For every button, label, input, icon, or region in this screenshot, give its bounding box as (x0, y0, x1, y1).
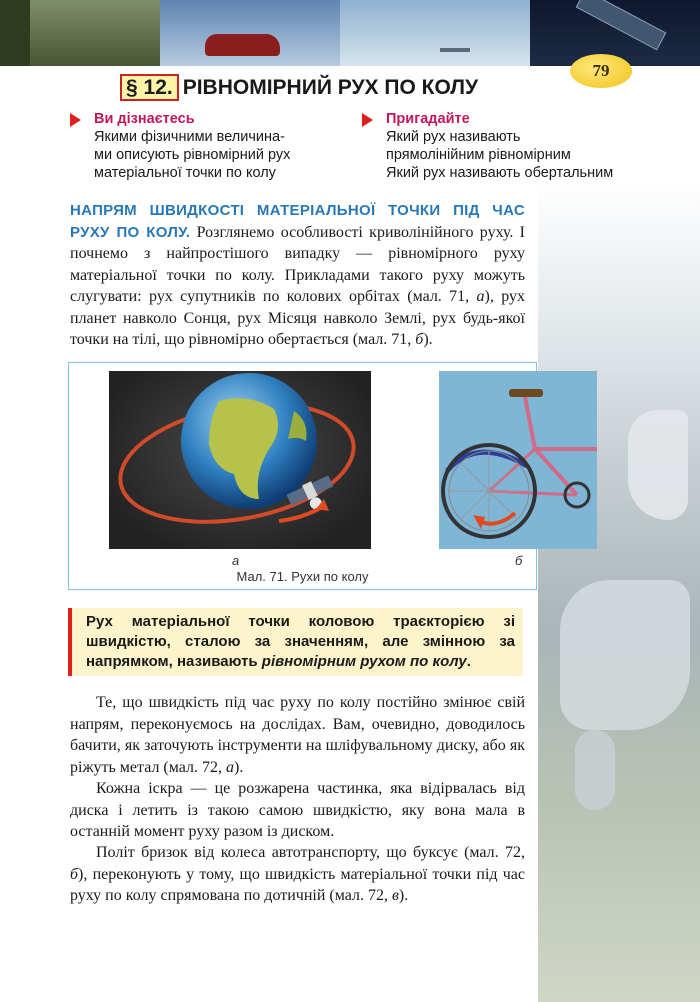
body-text: Те, що швидкість під час руху по колу постійно змінює свій напрям, переконуємось на дослідах. Вам, очевидно, доводилось бачити, як заточують інструменти на шліфувальному диску, або як ріжуть метал (мал. 72, (70, 694, 525, 776)
learn-line: матеріальної точки по колу (94, 165, 276, 181)
page-number: 79 (570, 54, 632, 88)
intro-text: ). (423, 331, 433, 348)
section-title (120, 76, 478, 100)
red-triangle-icon (362, 113, 373, 127)
earth-satellite-image (109, 371, 371, 549)
figure-71 (68, 362, 537, 590)
figure-ref-letter: а (226, 758, 234, 776)
recall-line: Який рух називають (386, 129, 521, 145)
bicycle-wheel-image (439, 371, 597, 549)
figure-label-a: а (232, 553, 240, 568)
definition-end: . (466, 653, 471, 670)
recall-box (362, 110, 638, 184)
figure-ref-letter: б (70, 865, 79, 883)
learn-line: ми описують рівномірний рух (94, 147, 291, 163)
banner-car-image (205, 34, 280, 56)
banner-plane-image (440, 48, 470, 52)
learn-line: Якими фізичними величина- (94, 129, 285, 145)
body-text: ). (234, 758, 244, 776)
banner-photo-forest (0, 0, 30, 66)
subsection-heading: НАПРЯМ ШВИДКОСТІ МАТЕРІАЛЬНОЇ ТОЧКИ ПІД ЧАС РУХУ ПО КОЛУ. (70, 202, 525, 241)
learn-box (70, 110, 340, 184)
banner-photo-sky (340, 0, 530, 66)
recall-line: прямолінійним рівномірним (386, 147, 571, 163)
recall-heading: Пригадайте (386, 111, 470, 127)
definition-text: Рух матеріальної точки коловою траєкторією зі швидкістю, сталою за значенням, але змінною за напрямком, називають (86, 613, 515, 670)
figure-caption: Мал. 71. Рухи по колу (236, 569, 369, 584)
intro-text: ), рух планет навколо Сонця, рух Місяця навколо Землі, рух будь-якої точки на тілі, що рівномірно обертається (мал. 71, (70, 288, 526, 348)
red-triangle-icon (70, 113, 81, 127)
body-text: Політ бризок від колеса автотранспорту, що буксує (мал. 72, (96, 844, 525, 861)
body-paragraph-1 (70, 692, 525, 778)
section-title-text: РІВНОМІРНИЙ РУХ ПО КОЛУ (182, 76, 479, 99)
body-text: Кожна іскра — це розжарена частинка, яка відірвалась від диска і летить із такою самою швидкістю, яку вона мала в останній момент руху разом із диском. (70, 780, 525, 840)
definition-box (68, 608, 523, 676)
side-photo-horse-head (628, 410, 688, 520)
body-text: ), переконують у тому, що швидкість матеріальної точки під час руху по колу спрямована по дотичній (мал. 72, (70, 865, 525, 904)
body-text: ). (398, 887, 409, 904)
bike-seat (509, 389, 543, 397)
figure-ref-letter: в (391, 887, 399, 904)
body-paragraph-3 (70, 842, 525, 907)
bicycle-illustration (439, 371, 597, 549)
figure-ref-letter: а (476, 288, 485, 305)
section-number: § 12. (120, 74, 179, 101)
learn-heading: Ви дізнаєтесь (94, 111, 195, 127)
side-photo-horse-leg (575, 730, 615, 810)
bike-frame (525, 397, 535, 449)
figure-label-b: б (515, 553, 523, 568)
bike-frame (535, 449, 577, 495)
banner-photo-road (160, 0, 340, 66)
intro-text: Розглянемо особливості криволінійного руху. І почнемо з найпростішого випадку — рівномірного руху матеріальної точки по колу. Прикладами такого руху можуть слугувати: рух супутників по колових орбітах (мал. 71, (70, 223, 525, 305)
earth-satellite-illustration (109, 371, 371, 549)
definition-term: рівномірним рухом по колу (261, 653, 467, 670)
banner-photo-animal (30, 0, 160, 66)
intro-paragraph (70, 200, 525, 351)
figure-ref-letter: б (415, 331, 424, 348)
body-paragraph-2 (70, 778, 525, 843)
side-photo-horse-body (560, 580, 690, 730)
arrowhead-icon (473, 515, 485, 529)
recall-line: Який рух називають обертальним (386, 165, 614, 181)
